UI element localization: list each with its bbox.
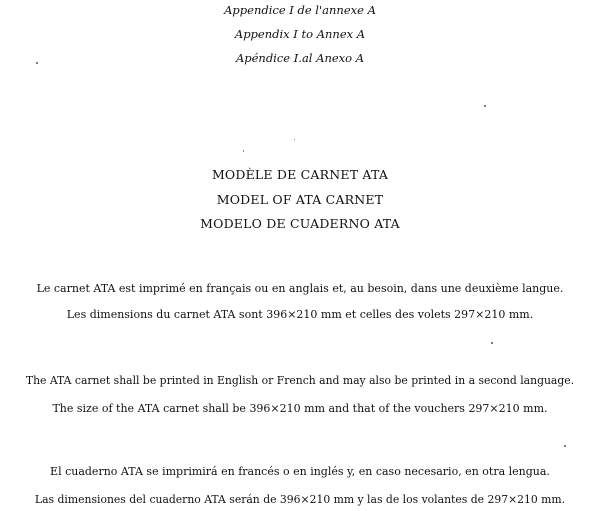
scan-speck <box>294 139 295 140</box>
model-title-es: MODELO DE CUADERNO ATA <box>200 216 400 231</box>
paragraph-en-line-2: The size of the ATA carnet shall be 396×210 mm and that of the vouchers 297×210 mm. <box>52 402 548 415</box>
paragraph-es-line-1: El cuaderno ATA se imprimirá en francés o en inglés y, en caso necesario, en otra lengua. <box>50 465 550 478</box>
scan-speck <box>564 445 566 447</box>
paragraph-fr-line-2: Les dimensions du carnet ATA sont 396×210 mm et celles des volets 297×210 mm. <box>66 308 534 321</box>
paragraph-fr-line-1: Le carnet ATA est imprimé en français ou en anglais et, au besoin, dans une deuxième langue. <box>36 282 564 295</box>
appendix-title-fr: Appendice I de l'annexe A <box>224 3 376 17</box>
model-title-en: MODEL OF ATA CARNET <box>216 192 384 207</box>
scan-speck <box>484 105 486 107</box>
scan-speck <box>491 342 493 344</box>
appendix-title-es: Apéndice I.al Anexo A <box>235 51 365 65</box>
appendix-title-en: Appendix I to Annex A <box>234 27 366 41</box>
model-title-fr: MODÈLE DE CARNET ATA <box>211 167 389 182</box>
paragraph-en-line-1: The ATA carnet shall be printed in English or French and may also be printed in a second language. <box>25 374 575 387</box>
scan-speck <box>243 150 244 152</box>
paragraph-es-line-2: Las dimensiones del cuaderno ATA serán de 396×210 mm y las de los volantes de 297×210 mm. <box>34 493 566 506</box>
scan-speck <box>36 62 38 64</box>
